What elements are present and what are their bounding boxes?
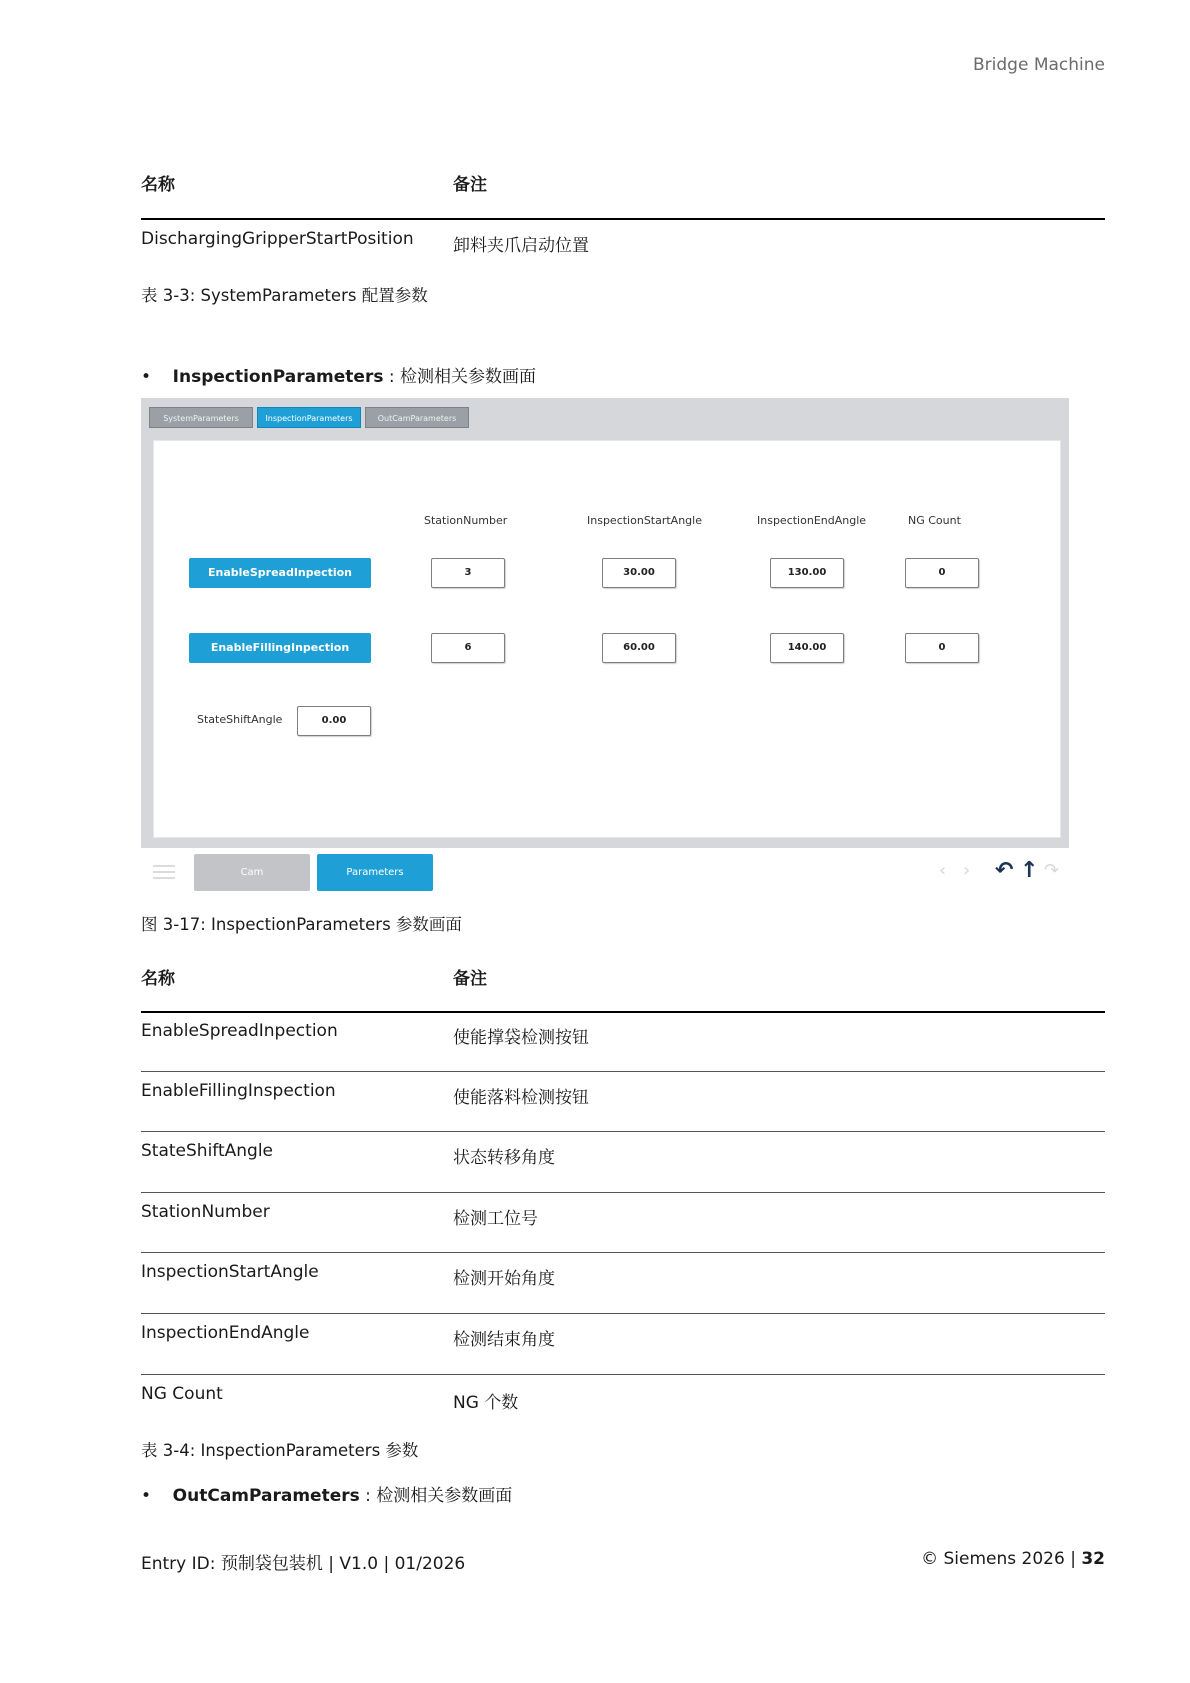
- state-shift-angle-label: StateShiftAngle: [197, 713, 283, 726]
- footer-copyright: [921, 1549, 1105, 1569]
- bullet-bold: InspectionParameters: [172, 367, 384, 387]
- table2-row-divider: [141, 1313, 1105, 1314]
- menu-icon[interactable]: [153, 865, 175, 879]
- table2-row-name: InspectionEndAngle: [141, 1323, 310, 1343]
- forward-arrow-icon[interactable]: ›: [963, 860, 971, 881]
- table2-row-note: 检测结束角度: [453, 1330, 555, 1350]
- footer-entry-id: Entry ID: 预制袋包装机 | V1.0 | 01/2026: [141, 1554, 466, 1574]
- inspection-end-angle-input-2[interactable]: 140.00: [770, 633, 844, 663]
- table1-header-rule: [141, 218, 1105, 220]
- table2-header-rule: [141, 1011, 1105, 1013]
- ng-count-input-1[interactable]: 0: [905, 558, 979, 588]
- table2-row-name: InspectionStartAngle: [141, 1262, 319, 1282]
- station-number-input-2[interactable]: 6: [431, 633, 505, 663]
- header-ng-count: NG Count: [908, 514, 961, 527]
- bullet-bold: OutCamParameters: [172, 1486, 360, 1506]
- table2-row-note: NG 个数: [453, 1393, 519, 1413]
- table1-row-name: DischargingGripperStartPosition: [141, 229, 414, 249]
- bullet-outcam-parameters: [141, 1481, 512, 1506]
- tab-outcam-parameters[interactable]: OutCamParameters: [365, 407, 469, 428]
- bullet-inspection-parameters: [141, 362, 536, 387]
- undo-icon[interactable]: ↶: [995, 858, 1014, 883]
- hmi-frame: [141, 398, 1069, 848]
- bullet-dot: •: [141, 1486, 173, 1506]
- header-inspection-start-angle: InspectionStartAngle: [587, 514, 702, 527]
- bullet-dot: •: [141, 367, 173, 387]
- parameters-button[interactable]: Parameters: [317, 854, 433, 891]
- table2-row-divider: [141, 1192, 1105, 1193]
- enable-spread-inspection-button[interactable]: EnableSpreadInpection: [189, 558, 371, 588]
- ng-count-input-2[interactable]: 0: [905, 633, 979, 663]
- page-number: 32: [1081, 1549, 1105, 1569]
- header-inspection-end-angle: InspectionEndAngle: [757, 514, 867, 527]
- table2-row-divider: [141, 1374, 1105, 1375]
- enable-filling-inspection-button[interactable]: EnableFillingInpection: [189, 633, 371, 663]
- footer-copyright-text: © Siemens 2026 |: [921, 1549, 1082, 1569]
- table2-row-divider: [141, 1071, 1105, 1072]
- up-arrow-icon[interactable]: ↑: [1020, 858, 1039, 883]
- table2-row-name: EnableSpreadInpection: [141, 1021, 338, 1041]
- running-header: Bridge Machine: [973, 55, 1105, 75]
- table1-caption: 表 3-3: SystemParameters 配置参数: [141, 286, 428, 305]
- hmi-screenshot: [141, 398, 1069, 883]
- figure-caption: 图 3-17: InspectionParameters 参数画面: [141, 915, 462, 934]
- tab-system-parameters[interactable]: SystemParameters: [149, 407, 253, 428]
- inspection-start-angle-input-2[interactable]: 60.00: [602, 633, 676, 663]
- back-arrow-icon[interactable]: ‹: [939, 860, 947, 881]
- table2-row-note: 检测工位号: [453, 1209, 538, 1229]
- bullet-rest: : 检测相关参数画面: [359, 1486, 513, 1506]
- table2-row-name: EnableFillingInspection: [141, 1081, 336, 1101]
- table2-caption: 表 3-4: InspectionParameters 参数: [141, 1441, 419, 1460]
- bullet-rest: : 检测相关参数画面: [383, 367, 536, 387]
- table2-row-note: 状态转移角度: [453, 1148, 555, 1168]
- table2-row-divider: [141, 1131, 1105, 1132]
- header-station-number: StationNumber: [424, 514, 508, 527]
- table2-row-name: StationNumber: [141, 1202, 270, 1222]
- station-number-input-1[interactable]: 3: [431, 558, 505, 588]
- table1-header-note: 备注: [453, 175, 487, 195]
- table2-row-divider: [141, 1252, 1105, 1253]
- inspection-start-angle-input-1[interactable]: 30.00: [602, 558, 676, 588]
- redo-icon[interactable]: ↷: [1044, 860, 1060, 881]
- state-shift-angle-input[interactable]: 0.00: [297, 706, 371, 736]
- table2-row-note: 使能落料检测按钮: [453, 1088, 589, 1108]
- table1-header-name: 名称: [141, 175, 175, 195]
- parameters-panel: [153, 440, 1061, 838]
- tab-inspection-parameters[interactable]: InspectionParameters: [257, 407, 361, 428]
- table2-row-note: 检测开始角度: [453, 1269, 555, 1289]
- cam-button[interactable]: Cam: [194, 854, 310, 891]
- table1-row-note: 卸料夹爪启动位置: [453, 236, 589, 256]
- table2-row-name: NG Count: [141, 1384, 223, 1404]
- table2-header-note: 备注: [453, 969, 487, 989]
- table2-row-name: StateShiftAngle: [141, 1141, 274, 1161]
- table2-row-note: 使能撑袋检测按钮: [453, 1028, 589, 1048]
- table2-header-name: 名称: [141, 969, 175, 989]
- inspection-end-angle-input-1[interactable]: 130.00: [770, 558, 844, 588]
